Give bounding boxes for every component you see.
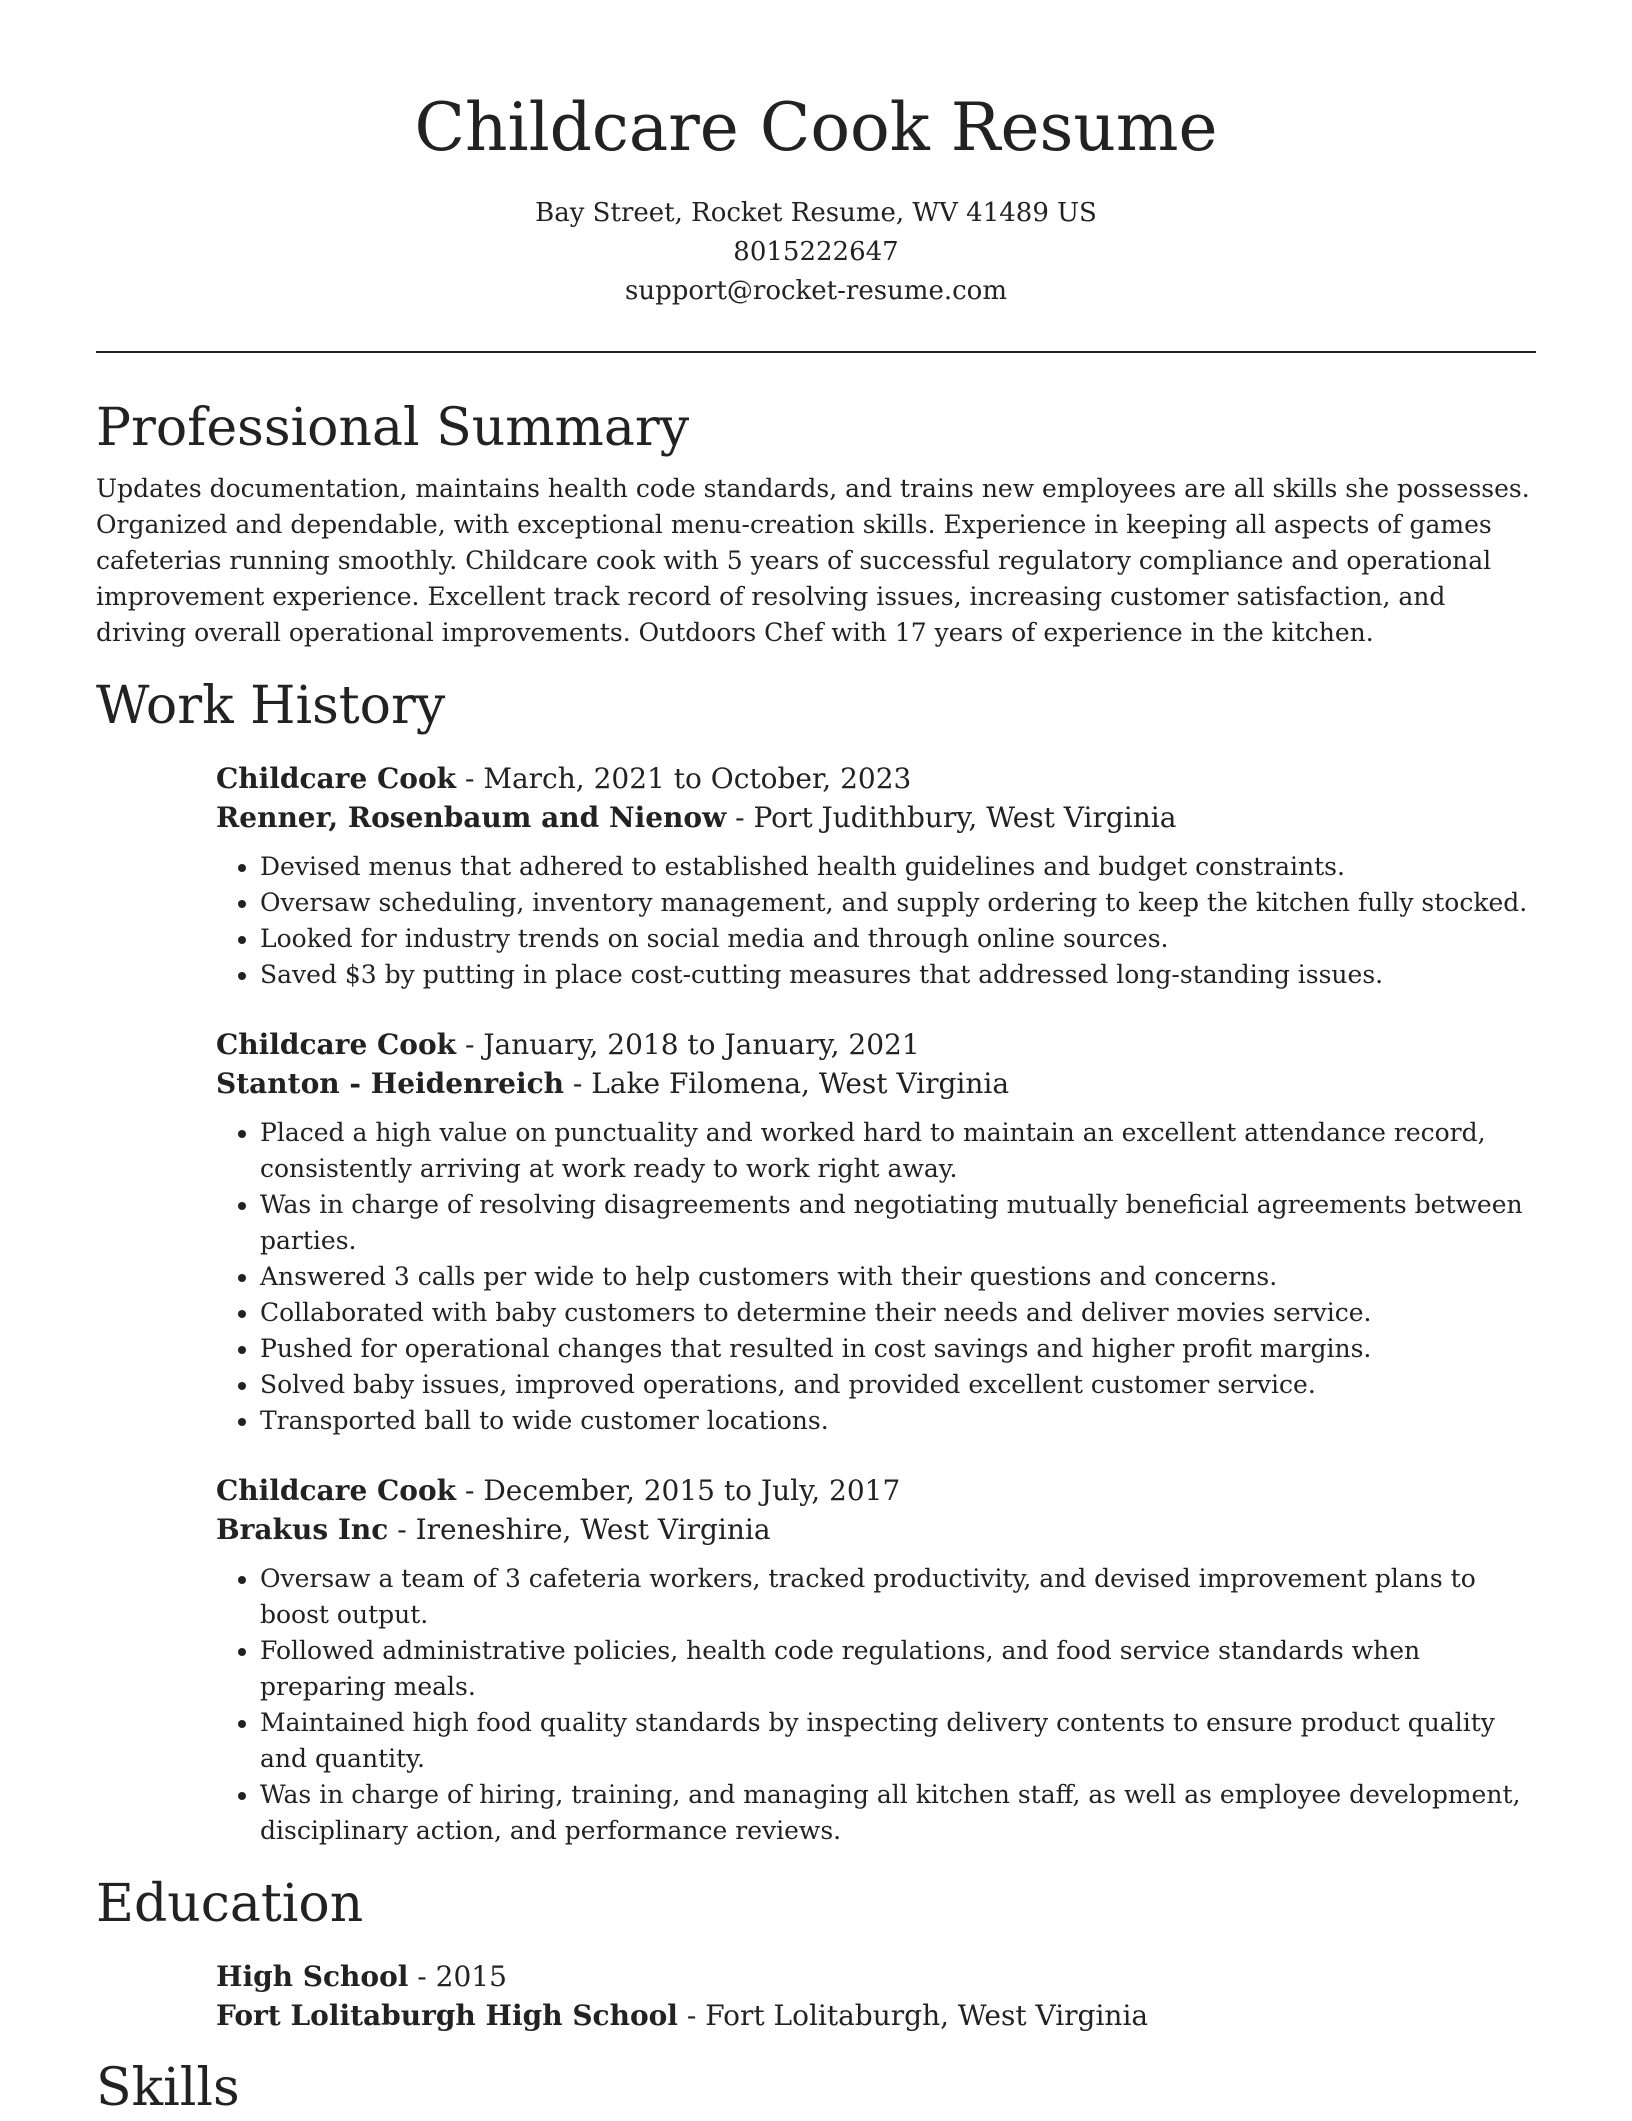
job-employer: Brakus Inc (216, 1513, 389, 1546)
job-title-line (216, 759, 1536, 798)
list-item: • Devised menus that adhered to established health guidelines and budget constraints. (260, 849, 1536, 885)
separator: - (388, 1513, 416, 1546)
job-dates: January, 2018 to January, 2021 (483, 1028, 920, 1061)
list-item: • Collaborated with baby customers to determine their needs and deliver movies service. (260, 1295, 1536, 1331)
job-location: Ireneshire, West Virginia (415, 1513, 771, 1546)
job-title-line (216, 1025, 1536, 1064)
list-item: • Placed a high value on punctuality and worked hard to maintain an excellent attendance record, consistently arriving at work ready to work right away. (260, 1115, 1536, 1187)
separator: - (564, 1067, 592, 1100)
list-item: • Maintained high food quality standards by inspecting delivery contents to ensure product quality and quantity. (260, 1705, 1536, 1777)
job-bullets (216, 1561, 1536, 1849)
job-entry (216, 759, 1536, 993)
list-item: • Transported ball to wide customer locations. (260, 1403, 1536, 1439)
degree: High School (216, 1960, 409, 1993)
list-item: • Answered 3 calls per wide to help customers with their questions and concerns. (260, 1259, 1536, 1295)
resume-title: Childcare Cook Resume (414, 89, 1218, 166)
work-history-section (96, 673, 1536, 1849)
education-heading: Education (96, 1874, 364, 1934)
list-item: • Oversaw a team of 3 cafeteria workers, tracked productivity, and devised improvement plans to boost output. (260, 1561, 1536, 1633)
job-employer: Renner, Rosenbaum and Nienow (216, 801, 727, 834)
list-item: • Saved $3 by putting in place cost-cutting measures that addressed long-standing issues. (260, 957, 1536, 993)
job-bullets (216, 1115, 1536, 1439)
list-item: • Pushed for operational changes that resulted in cost savings and higher profit margins. (260, 1331, 1536, 1367)
list-item: • Was in charge of resolving disagreements and negotiating mutually beneficial agreements between parties. (260, 1187, 1536, 1259)
resume-header (96, 0, 1536, 311)
separator: - (456, 762, 484, 795)
list-item: • Was in charge of hiring, training, and managing all kitchen staff, as well as employee development, disciplinary action, and performance reviews. (260, 1777, 1536, 1849)
summary-heading: Professional Summary (96, 398, 690, 458)
skills-section (96, 2055, 1536, 2121)
job-location: Lake Filomena, West Virginia (591, 1067, 1010, 1100)
phone: 8015222647 (733, 237, 899, 267)
job-location: Port Judithbury, West Virginia (753, 801, 1177, 834)
header-divider (96, 351, 1536, 353)
list-item: • Followed administrative policies, health code regulations, and food service standards when preparing meals. (260, 1633, 1536, 1705)
separator: - (456, 1028, 484, 1061)
separator: - (726, 801, 754, 834)
job-role: Childcare Cook (216, 1028, 457, 1061)
work-history-heading: Work History (96, 676, 446, 736)
skills-heading: Skills (96, 2058, 240, 2118)
education-entry (216, 1957, 1536, 2035)
job-entry (216, 1471, 1536, 1849)
job-employer-line (216, 1510, 1536, 1549)
separator: - (456, 1474, 484, 1507)
school-name: Fort Lolitaburgh High School (216, 1999, 678, 2032)
job-dates: December, 2015 to July, 2017 (483, 1474, 901, 1507)
job-employer-line (216, 798, 1536, 837)
separator: - (677, 1999, 706, 2032)
job-role: Childcare Cook (216, 762, 457, 795)
job-title-line (216, 1471, 1536, 1510)
degree-line (216, 1957, 1536, 1996)
list-item: • Looked for industry trends on social media and through online sources. (260, 921, 1536, 957)
summary-section (96, 395, 1536, 651)
job-employer: Stanton - Heidenreich (216, 1067, 565, 1100)
job-entry (216, 1025, 1536, 1439)
address: Bay Street, Rocket Resume, WV 41489 US (535, 198, 1097, 228)
job-bullets (216, 849, 1536, 993)
school-line (216, 1996, 1536, 2035)
list-item: • Oversaw scheduling, inventory management, and supply ordering to keep the kitchen fully stocked. (260, 885, 1536, 921)
separator: - (408, 1960, 436, 1993)
list-item: • Solved baby issues, improved operations, and provided excellent customer service. (260, 1367, 1536, 1403)
school-location: Fort Lolitaburgh, West Virginia (705, 1999, 1149, 2032)
email: support@rocket-resume.com (624, 276, 1007, 306)
summary-text: Updates documentation, maintains health code standards, and trains new employees are all skills she possesses. Organized and dependable, with exceptional menu-creation skills. Experience in keeping all aspects of games cafeterias running smoothly. Childcare cook with 5 years of successful regulatory compliance and operational improvement experience. Excellent track record of resolving issues, increasing customer satisfaction, and driving overall operational improvements. Outdoors Chef with 17 years of experience in the kitchen. (96, 474, 1530, 647)
graduation-year: 2015 (435, 1960, 507, 1993)
job-employer-line (216, 1064, 1536, 1103)
resume-page (96, 0, 1536, 2121)
job-role: Childcare Cook (216, 1474, 457, 1507)
education-section (96, 1871, 1536, 2035)
job-dates: March, 2021 to October, 2023 (483, 762, 912, 795)
contact-block (96, 194, 1536, 311)
